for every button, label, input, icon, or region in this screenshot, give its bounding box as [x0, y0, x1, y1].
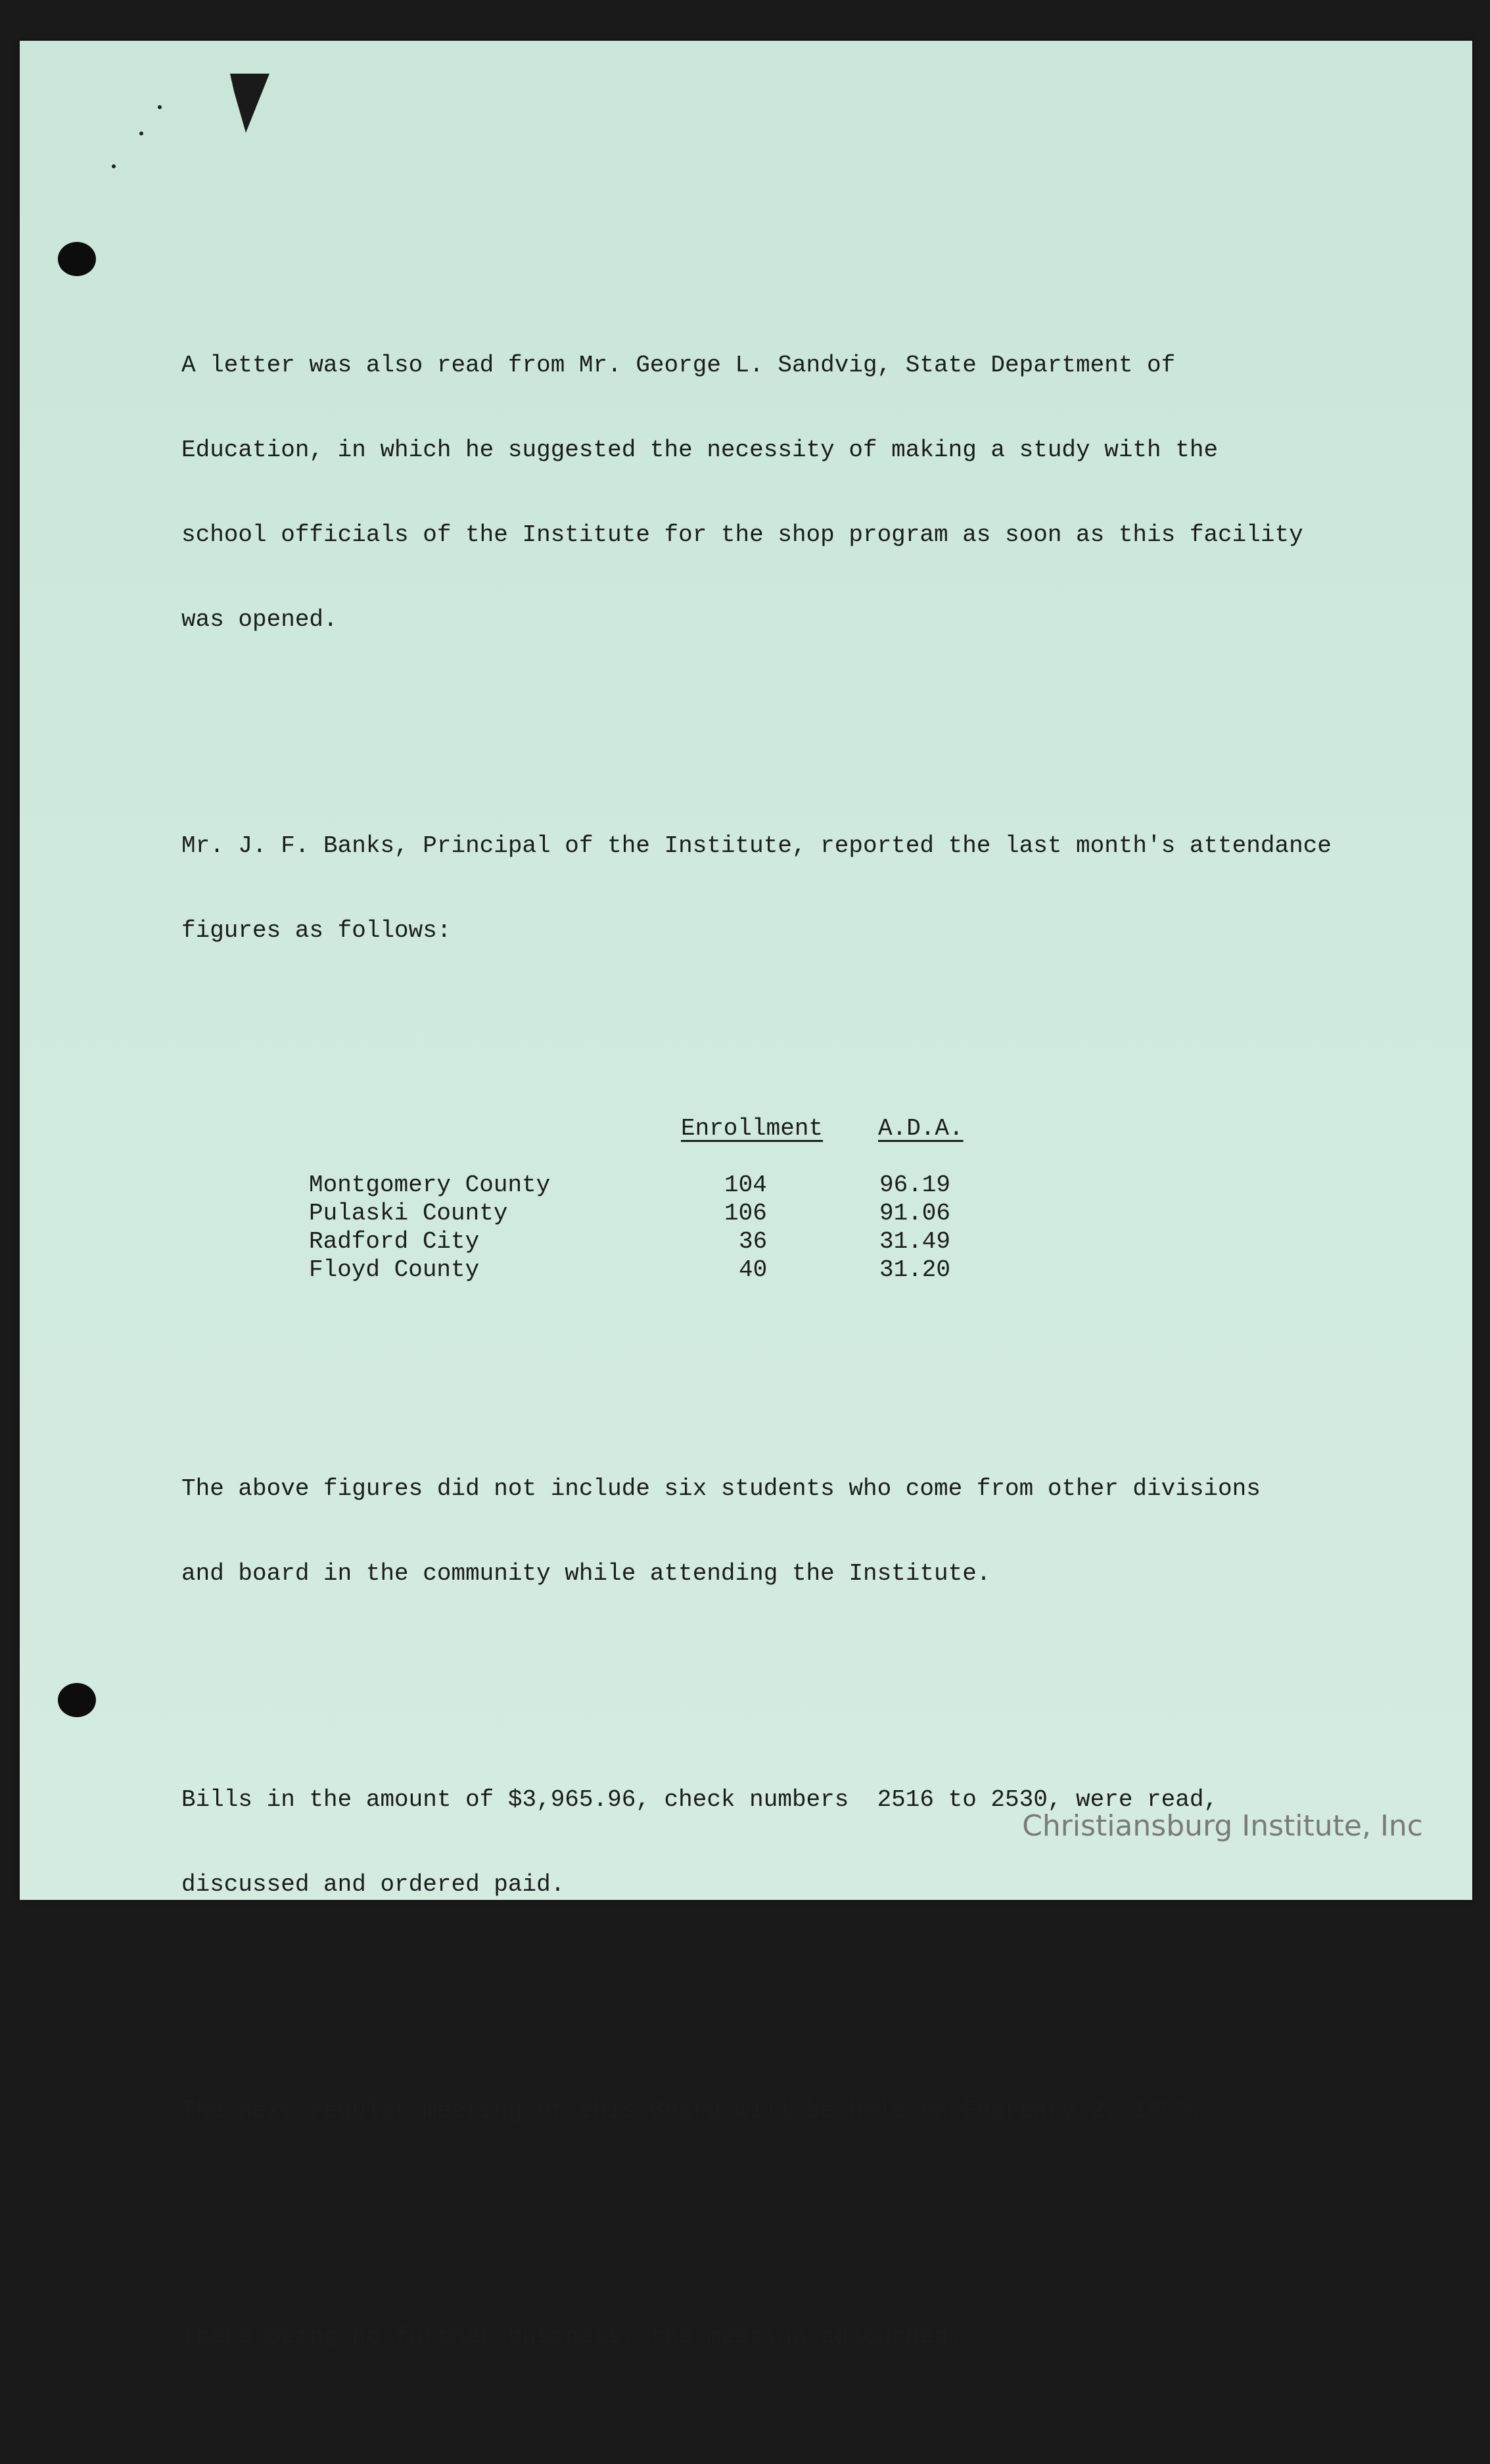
ada-value: 96.19 — [879, 1172, 951, 1198]
attendance-table — [181, 1114, 1364, 1305]
table-row — [181, 1199, 1102, 1227]
text-line: Bills in the amount of $3,965.96, check numbers 2516 to 2530, were read, — [181, 1786, 1219, 1813]
enrollment-value: 36 — [739, 1228, 768, 1255]
enrollment-value: 40 — [739, 1256, 768, 1283]
ada-value: 31.49 — [879, 1228, 951, 1255]
ada-value: 91.06 — [879, 1200, 951, 1227]
division-name: Montgomery County — [309, 1172, 551, 1198]
paragraph-sandvig-letter — [181, 295, 1364, 690]
text-line: discussed and ordered paid. — [181, 1871, 565, 1898]
speck — [112, 164, 116, 168]
minutes-text — [181, 238, 1364, 2464]
punch-hole-top — [58, 242, 96, 276]
text-line: and board in the community while attending the Institute. — [181, 1560, 991, 1587]
table-row — [181, 1256, 1102, 1284]
text-line: Mr. J. F. Banks, Principal of the Institute, reported the last month's attendance — [181, 832, 1332, 859]
ada-value: 31.20 — [879, 1256, 951, 1283]
text-line: The next regular meeting of this Board will be held on February 2, 1953. — [181, 2097, 1204, 2124]
division-name: Floyd County — [309, 1256, 480, 1283]
punch-hole-bottom — [58, 1683, 96, 1717]
text-line: school officials of the Institute for the shop program as soon as this facility — [181, 521, 1303, 548]
paragraph-banks-report — [181, 775, 1364, 1001]
archive-watermark: Christiansburg Institute, Inc — [1022, 1809, 1423, 1843]
text-line: There being no further business, the meeting adjourned. — [181, 2323, 963, 2350]
speck — [139, 131, 143, 135]
table-row — [181, 1227, 1102, 1256]
text-line: figures as follows: — [181, 917, 452, 944]
paragraph-other-divisions — [181, 1418, 1364, 1644]
enrollment-value: 104 — [724, 1172, 767, 1198]
header-ada: A.D.A. — [878, 1115, 964, 1142]
table-row — [181, 1171, 1102, 1199]
paragraph-next-meeting — [181, 2040, 1364, 2181]
speck — [158, 105, 162, 109]
division-name: Radford City — [309, 1228, 480, 1255]
enrollment-value: 106 — [724, 1200, 767, 1227]
text-line: The above figures did not include six students who come from other divisions — [181, 1475, 1261, 1502]
text-line: was opened. — [181, 606, 338, 633]
paragraph-adjourned — [181, 2266, 1364, 2407]
text-line: Education, in which he suggested the necessity of making a study with the — [181, 437, 1219, 463]
header-enrollment: Enrollment — [681, 1115, 824, 1142]
division-name: Pulaski County — [309, 1200, 508, 1227]
torn-corner — [230, 74, 269, 133]
text-line: A letter was also read from Mr. George L. Sandvig, State Department of — [181, 352, 1176, 379]
